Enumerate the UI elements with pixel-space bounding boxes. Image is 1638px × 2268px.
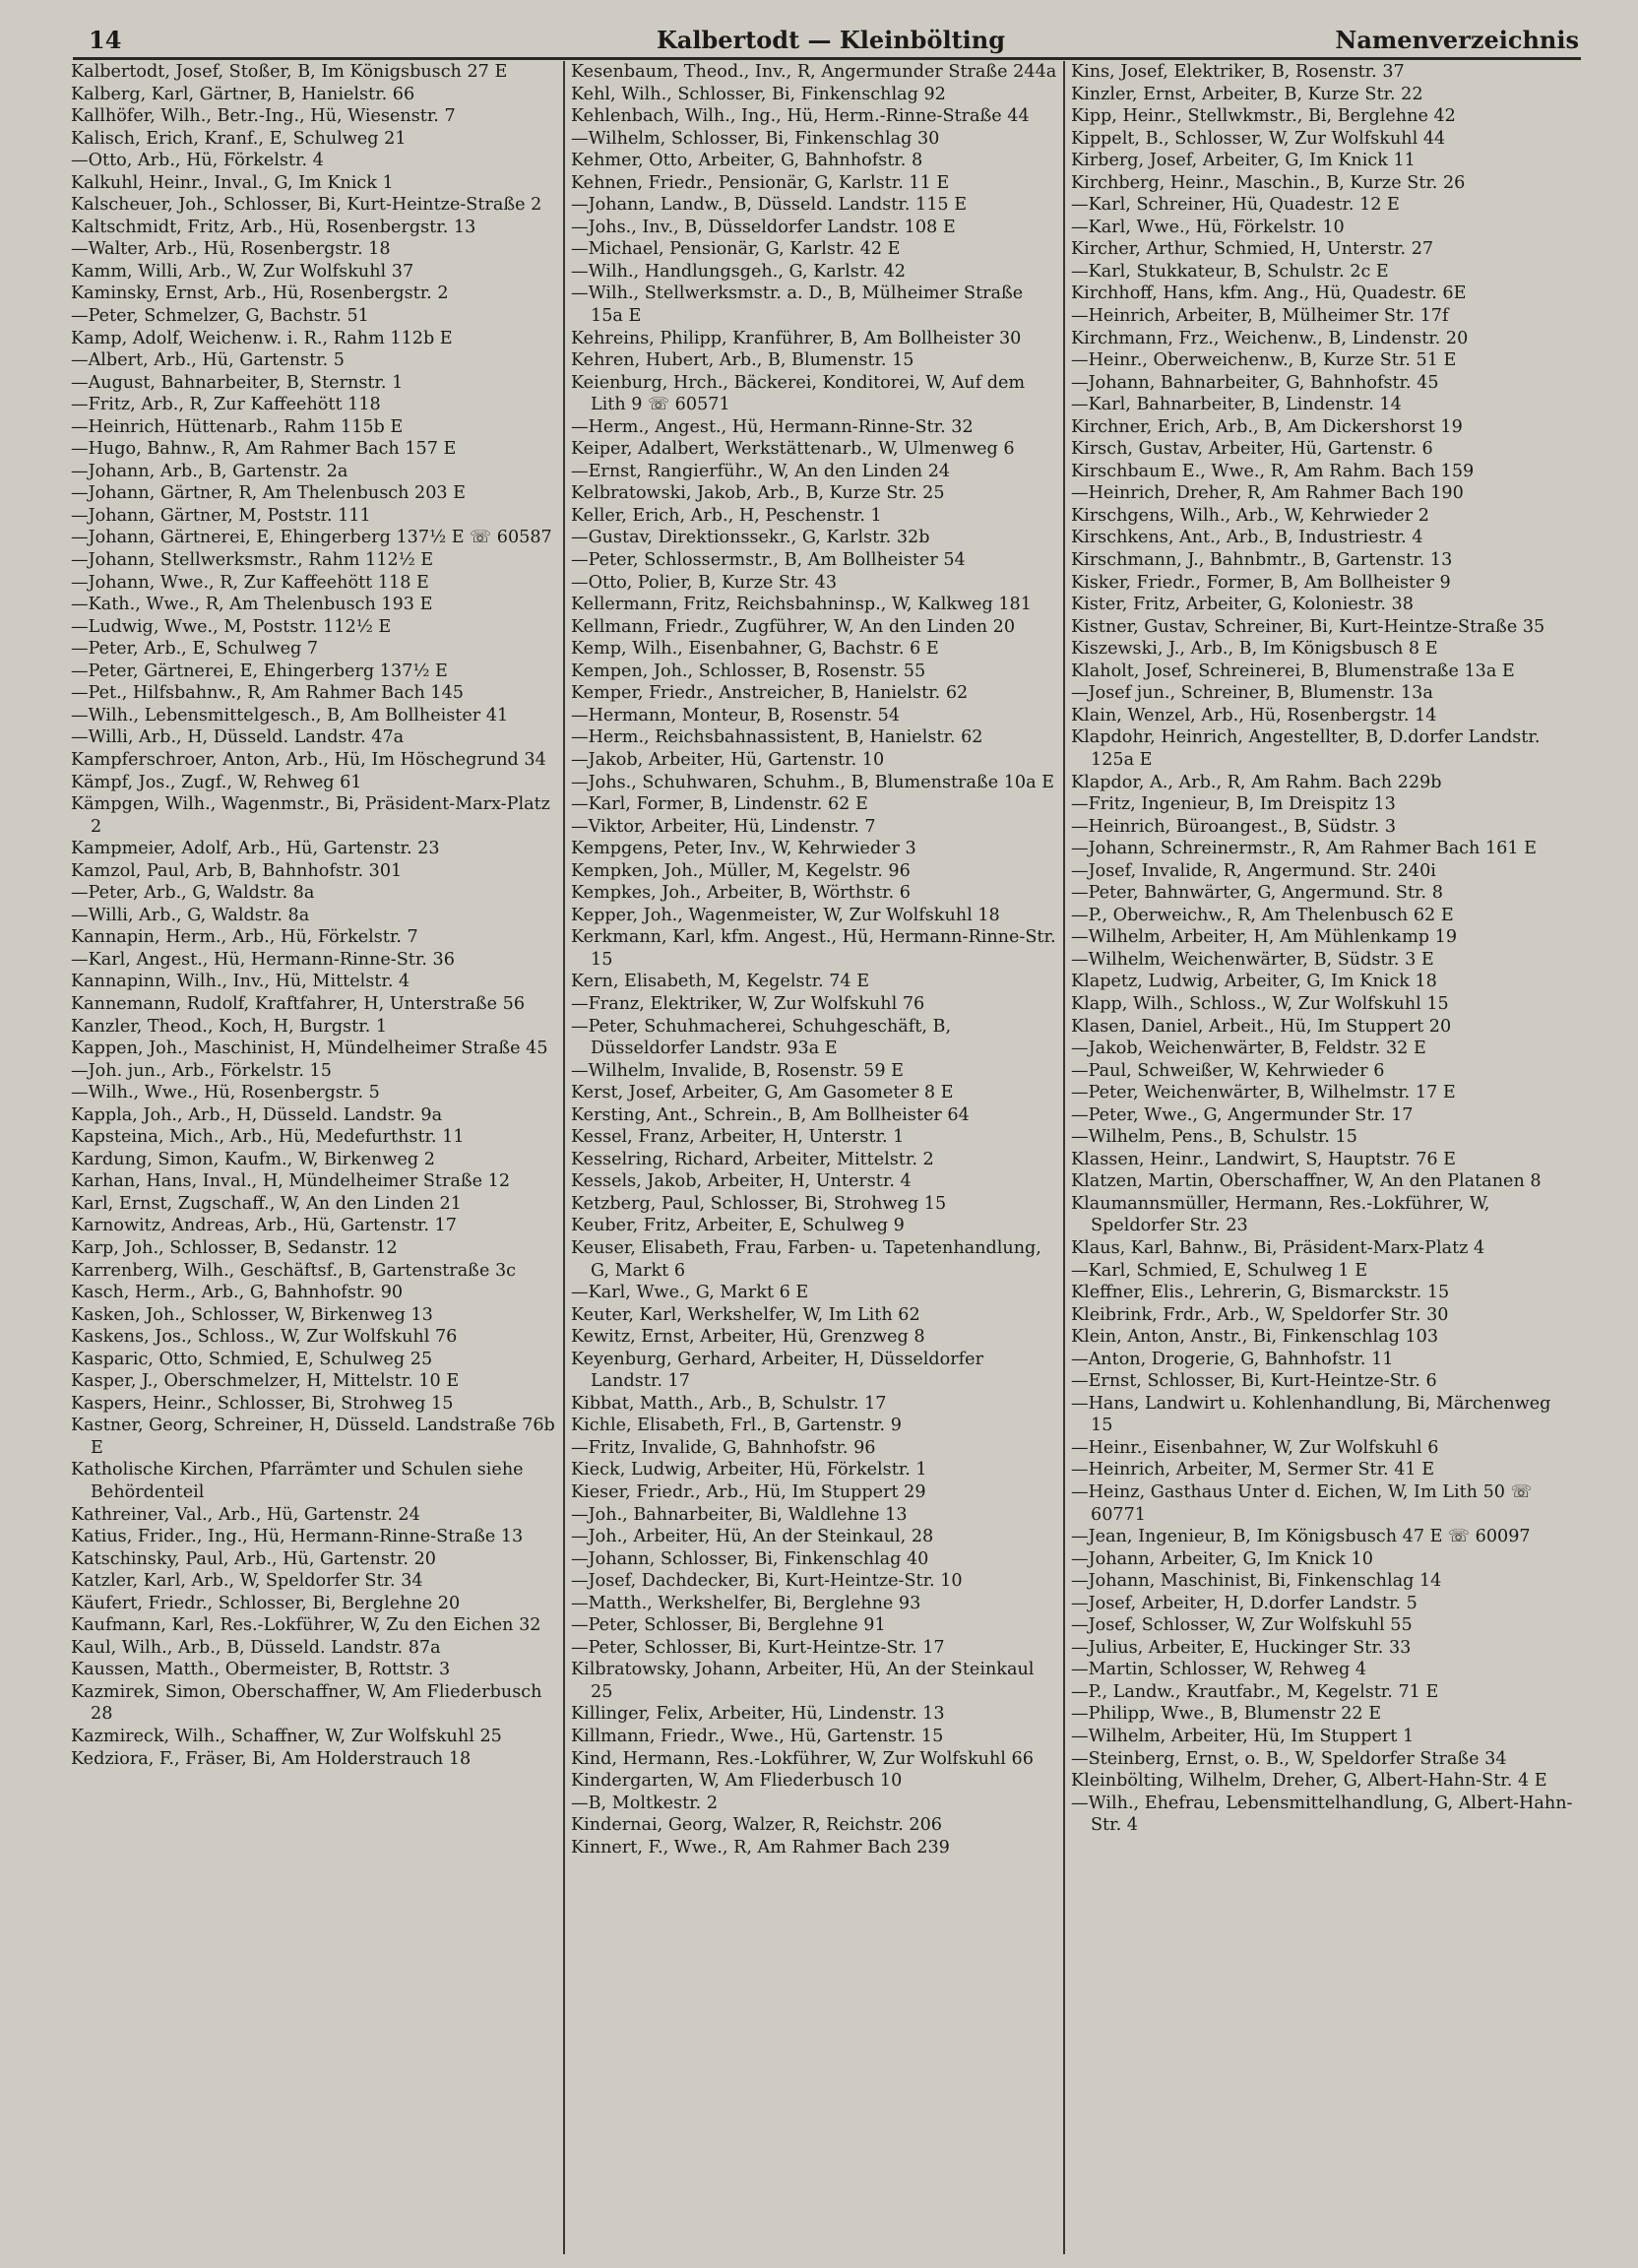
directory-entry: Kamzol, Paul, Arb, B, Bahnhofstr. 301 bbox=[71, 860, 403, 881]
directory-entry: Kistner, Gustav, Schreiner, Bi, Kurt-Heintze-Straße 35 bbox=[1071, 616, 1545, 637]
directory-entry: —Wilhelm, Arbeiter, Hü, Im Stuppert 1 bbox=[1071, 1727, 1415, 1747]
directory-entry: —Matth., Werkshelfer, Bi, Berglehne 93 bbox=[571, 1593, 921, 1613]
directory-entry: —Josef, Schlosser, W, Zur Wolfskuhl 55 bbox=[1071, 1615, 1413, 1636]
directory-entry: —Johann, Bahnarbeiter, G, Bahnhofstr. 45 bbox=[1071, 372, 1439, 393]
directory-entry: Kanzler, Theod., Koch, H, Burgstr. 1 bbox=[71, 1016, 388, 1037]
directory-entry: —Josef, Dachdecker, Bi, Kurt-Heintze-Str. 10 bbox=[571, 1571, 963, 1592]
directory-entry: Käufert, Friedr., Schlosser, Bi, Berglehne 20 bbox=[71, 1593, 461, 1613]
directory-entry: —Hans, Landwirt u. Kohlenhandlung, Bi, Märchenweg 15 bbox=[1071, 1393, 1551, 1436]
directory-entry: —Karl, Schreiner, Hü, Quadestr. 12 E bbox=[1071, 195, 1400, 216]
directory-entry: Kazmirek, Simon, Oberschaffner, W, Am Fliederbusch 28 bbox=[71, 1681, 542, 1725]
directory-entry: Kellermann, Fritz, Reichsbahninsp., W, Kalkweg 181 bbox=[571, 595, 1032, 615]
directory-entry: —Herm., Angest., Hü, Hermann-Rinne-Str. 32 bbox=[571, 416, 974, 437]
directory-entry: —Peter, Bahnwärter, G, Angermund. Str. 8 bbox=[1071, 883, 1443, 904]
directory-entry: Kempken, Joh., Müller, M, Kegelstr. 96 bbox=[571, 860, 911, 881]
directory-entry: Kedziora, F., Fräser, Bi, Am Holderstrauch 18 bbox=[71, 1748, 472, 1769]
directory-entry: Kind, Hermann, Res.-Lokführer, W, Zur Wolfskuhl 66 bbox=[571, 1748, 1034, 1769]
directory-entry: —Peter, Arb., E, Schulweg 7 bbox=[71, 639, 319, 660]
directory-entry: —Josef, Invalide, R, Angermund. Str. 240i bbox=[1071, 860, 1436, 881]
directory-entry: —Wilhelm, Invalide, B, Rosenstr. 59 E bbox=[571, 1060, 904, 1081]
directory-entry: Kardung, Simon, Kaufm., W, Birkenweg 2 bbox=[71, 1149, 435, 1169]
directory-entry: Kalscheuer, Joh., Schlosser, Bi, Kurt-Heintze-Straße 2 bbox=[71, 195, 542, 216]
directory-entry: —Willi, Arb., G, Waldstr. 8a bbox=[71, 905, 310, 925]
directory-entry: Katschinsky, Paul, Arb., Hü, Gartenstr. 20 bbox=[71, 1548, 436, 1569]
directory-entry: Keuber, Fritz, Arbeiter, E, Schulweg 9 bbox=[571, 1216, 905, 1236]
directory-entry: —Michael, Pensionär, G, Karlstr. 42 E bbox=[571, 239, 901, 260]
directory-entry: —Martin, Schlosser, W, Rehweg 4 bbox=[1071, 1660, 1367, 1680]
directory-entry: Kazmireck, Wilh., Schaffner, W, Zur Wolfskuhl 25 bbox=[71, 1727, 502, 1747]
directory-entry: —Wilhelm, Pens., B, Schulstr. 15 bbox=[1071, 1127, 1357, 1148]
directory-entry: —Johann, Stellwerksmstr., Rahm 112½ E bbox=[71, 550, 434, 571]
directory-entry: Kleibrink, Frdr., Arb., W, Speldorfer Str. 30 bbox=[1071, 1304, 1449, 1325]
directory-entry: Kessel, Franz, Arbeiter, H, Unterstr. 1 bbox=[571, 1127, 905, 1148]
directory-entry: —Peter, Schlosser, Bi, Kurt-Heintze-Str. 17 bbox=[571, 1637, 945, 1658]
directory-entry: Kern, Elisabeth, M, Kegelstr. 74 E bbox=[571, 972, 870, 992]
directory-entry: Kaltschmidt, Fritz, Arb., Hü, Rosenbergstr. 13 bbox=[71, 217, 476, 237]
directory-entry: Kirchmann, Frz., Weichenw., B, Lindenstr. 20 bbox=[1071, 328, 1469, 348]
directory-entry: —Heinr., Oberweichenw., B, Kurze Str. 51 E bbox=[1071, 350, 1457, 371]
directory-entry: Keienburg, Hrch., Bäckerei, Konditorei, W, Auf dem Lith 9 ☏ 60571 bbox=[571, 372, 1026, 415]
directory-entry: Kaussen, Matth., Obermeister, B, Rottstr. 3 bbox=[71, 1660, 451, 1680]
directory-entry: Kannapin, Herm., Arb., Hü, Förkelstr. 7 bbox=[71, 927, 418, 948]
directory-entry: —Heinrich, Hüttenarb., Rahm 115b E bbox=[71, 416, 404, 437]
directory-entry: —Joh. jun., Arb., Förkelstr. 15 bbox=[71, 1060, 332, 1081]
directory-entry: Kasken, Joh., Schlosser, W, Birkenweg 13 bbox=[71, 1304, 433, 1325]
directory-entry: Klaus, Karl, Bahnw., Bi, Präsident-Marx-Platz 4 bbox=[1071, 1237, 1485, 1258]
directory-entry: —Johann, Schreinermstr., R, Am Rahmer Bach 161 E bbox=[1071, 839, 1537, 859]
directory-entry: Kannemann, Rudolf, Kraftfahrer, H, Unterstraße 56 bbox=[71, 993, 526, 1014]
directory-entry: Kempgens, Peter, Inv., W, Kehrwieder 3 bbox=[571, 839, 916, 859]
directory-entry: Kasch, Herm., Arb., G, Bahnhofstr. 90 bbox=[71, 1283, 404, 1303]
directory-entry: —Johs., Schuhwaren, Schuhm., B, Blumenstraße 10a E bbox=[571, 772, 1055, 792]
page-number: 14 bbox=[89, 26, 122, 54]
directory-entry: —Karl, Stukkateur, B, Schulstr. 2c E bbox=[1071, 261, 1389, 282]
directory-entry: Kaufmann, Karl, Res.-Lokführer, W, Zu den Eichen 32 bbox=[71, 1615, 541, 1636]
directory-entry: —Karl, Schmied, E, Schulweg 1 E bbox=[1071, 1260, 1368, 1281]
directory-entry: —Ernst, Rangierführ., W, An den Linden 24 bbox=[571, 461, 951, 481]
directory-entry: —Johann, Wwe., R, Zur Kaffeehött 118 E bbox=[71, 572, 429, 593]
directory-entry: —Peter, Schlossermstr., B, Am Bollheister 54 bbox=[571, 550, 966, 571]
directory-entry: Kessels, Jakob, Arbeiter, H, Unterstr. 4 bbox=[571, 1171, 912, 1192]
directory-entry: Kinzler, Ernst, Arbeiter, B, Kurze Str. 22 bbox=[1071, 84, 1423, 104]
directory-entry: —Josef jun., Schreiner, B, Blumenstr. 13a bbox=[1071, 683, 1433, 704]
directory-entry: —Kath., Wwe., R, Am Thelenbusch 193 E bbox=[71, 595, 433, 615]
directory-entry: —Wilhelm, Arbeiter, H, Am Mühlenkamp 19 bbox=[1071, 927, 1458, 948]
directory-entry: Kieck, Ludwig, Arbeiter, Hü, Förkelstr. 1 bbox=[571, 1460, 927, 1480]
directory-entry: —Karl, Wwe., G, Markt 6 E bbox=[571, 1283, 809, 1303]
directory-entry: Killmann, Friedr., Wwe., Hü, Gartenstr. 15 bbox=[571, 1727, 944, 1747]
directory-entry: —Peter, Schmelzer, G, Bachstr. 51 bbox=[71, 306, 369, 327]
directory-entry: Kampferschroer, Anton, Arb., Hü, Im Höschegrund 34 bbox=[71, 749, 546, 770]
directory-entry: Kalkuhl, Heinr., Inval., G, Im Knick 1 bbox=[71, 172, 394, 193]
directory-entry: —B, Moltkestr. 2 bbox=[571, 1793, 719, 1813]
directory-entry: —Albert, Arb., Hü, Gartenstr. 5 bbox=[71, 350, 346, 371]
column-3 bbox=[1071, 61, 1573, 2254]
directory-entry: —Steinberg, Ernst, o. B., W, Speldorfer Straße 34 bbox=[1071, 1748, 1507, 1769]
column-2 bbox=[571, 61, 1058, 2254]
directory-entry: —Wilh., Ehefrau, Lebensmittelhandlung, G, Albert-Hahn-Str. 4 bbox=[1071, 1793, 1573, 1836]
directory-entry: Keller, Erich, Arb., H, Peschenstr. 1 bbox=[571, 505, 882, 526]
directory-entry: Keyenburg, Gerhard, Arbeiter, H, Düsseldorfer Landstr. 17 bbox=[571, 1349, 983, 1392]
directory-entry: Kalbertodt, Josef, Stoßer, B, Im Königsbusch 27 E bbox=[71, 62, 508, 82]
column-divider-2 bbox=[1063, 61, 1065, 2254]
directory-entry: —Paul, Schweißer, W, Kehrwieder 6 bbox=[1071, 1060, 1385, 1081]
directory-entry: —Karl, Angest., Hü, Hermann-Rinne-Str. 36 bbox=[71, 949, 455, 970]
directory-entry: Kamm, Willi, Arb., W, Zur Wolfskuhl 37 bbox=[71, 261, 414, 282]
directory-entry: Kibbat, Matth., Arb., B, Schulstr. 17 bbox=[571, 1393, 887, 1414]
directory-entry: —Josef, Arbeiter, H, D.dorfer Landstr. 5 bbox=[1071, 1593, 1418, 1613]
directory-entry: Kapsteina, Mich., Arb., Hü, Medefurthstr. 11 bbox=[71, 1127, 465, 1148]
directory-entry: —Viktor, Arbeiter, Hü, Lindenstr. 7 bbox=[571, 816, 876, 837]
directory-entry: —Jakob, Weichenwärter, B, Feldstr. 32 E bbox=[1071, 1039, 1426, 1059]
directory-entry: —Herm., Reichsbahnassistent, B, Hanielstr. 62 bbox=[571, 727, 983, 748]
directory-entry: Karp, Joh., Schlosser, B, Sedanstr. 12 bbox=[71, 1237, 398, 1258]
directory-entry: —Johann, Gärtner, M, Poststr. 111 bbox=[71, 505, 371, 526]
directory-entry: Kaskens, Jos., Schloss., W, Zur Wolfskuhl 76 bbox=[71, 1327, 458, 1348]
directory-entry: Katius, Frider., Ing., Hü, Hermann-Rinne-Straße 13 bbox=[71, 1527, 524, 1547]
directory-entry: —Willi, Arb., H, Düsseld. Landstr. 47a bbox=[71, 727, 405, 748]
directory-entry: —Johann, Landw., B, Düsseld. Landstr. 115 E bbox=[571, 195, 968, 216]
directory-entry: Klaumannsmüller, Hermann, Res.-Lokführer, W, Speldorfer Str. 23 bbox=[1071, 1193, 1490, 1236]
directory-entry: Kleinbölting, Wilhelm, Dreher, G, Albert-Hahn-Str. 4 E bbox=[1071, 1771, 1547, 1792]
directory-entry: —Johs., Inv., B, Düsseldorfer Landstr. 108 E bbox=[571, 217, 956, 237]
directory-entry: —Wilhelm, Schlosser, Bi, Finkenschlag 30 bbox=[571, 128, 940, 149]
directory-entry: —Fritz, Invalide, G, Bahnhofstr. 96 bbox=[571, 1437, 876, 1458]
header-rule bbox=[73, 57, 1581, 60]
page-title: Kalbertodt — Kleinbölting bbox=[656, 26, 1006, 54]
directory-entry: Kirchhoff, Hans, kfm. Ang., Hü, Quadestr. 6E bbox=[1071, 284, 1467, 304]
directory-entry: —Pet., Hilfsbahnw., R, Am Rahmer Bach 145 bbox=[71, 683, 464, 704]
directory-entry: —Johann, Arbeiter, G, Im Knick 10 bbox=[1071, 1548, 1373, 1569]
directory-entry: Kirschkens, Ant., Arb., B, Industriestr. 4 bbox=[1071, 528, 1423, 548]
directory-entry: Kehreins, Philipp, Kranführer, B, Am Bollheister 30 bbox=[571, 328, 1022, 348]
directory-entry: Kichle, Elisabeth, Frl., B, Gartenstr. 9 bbox=[571, 1416, 902, 1436]
directory-entry: Kämpgen, Wilh., Wagenmstr., Bi, Präsident-Marx-Platz 2 bbox=[71, 794, 550, 837]
directory-entry: Kindergarten, W, Am Fliederbusch 10 bbox=[571, 1771, 903, 1792]
directory-entry: Kehlenbach, Wilh., Ing., Hü, Herm.-Rinne-Straße 44 bbox=[571, 106, 1030, 127]
directory-entry: Kalberg, Karl, Gärtner, B, Hanielstr. 66 bbox=[71, 84, 415, 104]
directory-entry: —Peter, Schuhmacherei, Schuhgeschäft, B, Düsseldorfer Landstr. 93a E bbox=[571, 1016, 952, 1059]
directory-entry: Kehl, Wilh., Schlosser, Bi, Finkenschlag 92 bbox=[571, 84, 946, 104]
directory-entry: Kaspers, Heinr., Schlosser, Bi, Strohweg 15 bbox=[71, 1393, 454, 1414]
directory-entry: Klapdor, A., Arb., R, Am Rahm. Bach 229b bbox=[1071, 772, 1442, 792]
directory-entry: —Hugo, Bahnw., R, Am Rahmer Bach 157 E bbox=[71, 439, 457, 460]
directory-entry: —Fritz, Arb., R, Zur Kaffeehött 118 bbox=[71, 395, 381, 415]
directory-entry: —Wilhelm, Weichenwärter, B, Südstr. 3 E bbox=[1071, 949, 1434, 970]
directory-entry: Klasen, Daniel, Arbeit., Hü, Im Stuppert 20 bbox=[1071, 1016, 1452, 1037]
directory-entry: Katzler, Karl, Arb., W, Speldorfer Str. 34 bbox=[71, 1571, 423, 1592]
directory-entry: —Heinr., Eisenbahner, W, Zur Wolfskuhl 6 bbox=[1071, 1437, 1439, 1458]
directory-entry: Kehmer, Otto, Arbeiter, G, Bahnhofstr. 8 bbox=[571, 151, 923, 171]
directory-entry: Kirschbaum E., Wwe., R, Am Rahm. Bach 159 bbox=[1071, 461, 1475, 481]
directory-entry: Kappen, Joh., Maschinist, H, Mündelheimer Straße 45 bbox=[71, 1039, 548, 1059]
directory-entry: —Heinz, Gasthaus Unter d. Eichen, W, Im Lith 50 ☏ 60771 bbox=[1071, 1482, 1533, 1525]
directory-entry: —Johann, Maschinist, Bi, Finkenschlag 14 bbox=[1071, 1571, 1442, 1592]
directory-entry: Klein, Anton, Anstr., Bi, Finkenschlag 103 bbox=[1071, 1327, 1439, 1348]
directory-entry: Kisker, Friedr., Former, B, Am Bollheister 9 bbox=[1071, 572, 1451, 593]
directory-entry: Ketzberg, Paul, Schlosser, Bi, Strohweg 15 bbox=[571, 1193, 947, 1214]
directory-entry: Kepper, Joh., Wagenmeister, W, Zur Wolfskuhl 18 bbox=[571, 905, 1000, 925]
directory-entry: Kersting, Ant., Schrein., B, Am Bollheister 64 bbox=[571, 1104, 970, 1125]
directory-entry: Kemper, Friedr., Anstreicher, B, Hanielstr. 62 bbox=[571, 683, 969, 704]
directory-entry: Kamp, Adolf, Weichenw. i. R., Rahm 112b E bbox=[71, 328, 453, 348]
directory-entry: Kappla, Joh., Arb., H, Düsseld. Landstr. 9a bbox=[71, 1104, 443, 1125]
directory-entry: —Peter, Weichenwärter, B, Wilhelmstr. 17 E bbox=[1071, 1083, 1456, 1103]
directory-entry: —Jakob, Arbeiter, Hü, Gartenstr. 10 bbox=[571, 749, 885, 770]
directory-entry: Kleffner, Elis., Lehrerin, G, Bismarckstr. 15 bbox=[1071, 1283, 1450, 1303]
directory-entry: —Heinrich, Dreher, R, Am Rahmer Bach 190 bbox=[1071, 483, 1464, 504]
directory-entry: —Wilh., Stellwerksmstr. a. D., B, Mülheimer Straße 15a E bbox=[571, 284, 1024, 327]
directory-entry: —Anton, Drogerie, G, Bahnhofstr. 11 bbox=[1071, 1349, 1394, 1369]
directory-entry: Kemp, Wilh., Eisenbahner, G, Bachstr. 6 E bbox=[571, 639, 939, 660]
directory-entry: —Karl, Bahnarbeiter, B, Lindenstr. 14 bbox=[1071, 395, 1402, 415]
column-divider-1 bbox=[563, 61, 565, 2254]
directory-entry: Klapdohr, Heinrich, Angestellter, B, D.dorfer Landstr. 125a E bbox=[1071, 727, 1541, 770]
directory-entry: Kircher, Arthur, Schmied, H, Unterstr. 27 bbox=[1071, 239, 1434, 260]
directory-entry: Kannapinn, Wilh., Inv., Hü, Mittelstr. 4 bbox=[71, 972, 410, 992]
directory-entry: Kirschgens, Wilh., Arb., W, Kehrwieder 2 bbox=[1071, 505, 1429, 526]
directory-entry: Kampmeier, Adolf, Arb., Hü, Gartenstr. 23 bbox=[71, 839, 440, 859]
directory-entry: —Joh., Arbeiter, Hü, An der Steinkaul, 28 bbox=[571, 1527, 934, 1547]
section-title: Namenverzeichnis bbox=[1335, 26, 1579, 54]
directory-entry: —Peter, Wwe., G, Angermunder Str. 17 bbox=[1071, 1104, 1414, 1125]
directory-entry: Klain, Wenzel, Arb., Hü, Rosenbergstr. 14 bbox=[1071, 705, 1437, 725]
directory-entry: Kasper, J., Oberschmelzer, H, Mittelstr. 10 E bbox=[71, 1371, 460, 1392]
directory-entry: —Otto, Arb., Hü, Förkelstr. 4 bbox=[71, 151, 324, 171]
directory-entry: —Heinrich, Arbeiter, B, Mülheimer Str. 17f bbox=[1071, 306, 1449, 327]
directory-entry: —Johann, Arb., B, Gartenstr. 2a bbox=[71, 461, 348, 481]
directory-entry: Kirchner, Erich, Arb., B, Am Dickershorst 19 bbox=[1071, 416, 1463, 437]
directory-entry: Kirschmann, J., Bahnbmtr., B, Gartenstr. 13 bbox=[1071, 550, 1453, 571]
directory-entry: Kirchberg, Heinr., Maschin., B, Kurze Str. 26 bbox=[1071, 172, 1466, 193]
directory-entry: —Franz, Elektriker, W, Zur Wolfskuhl 76 bbox=[571, 993, 925, 1014]
directory-entry: Kalisch, Erich, Kranf., E, Schulweg 21 bbox=[71, 128, 407, 149]
directory-entry: —Wilh., Lebensmittelgesch., B, Am Bollheister 41 bbox=[71, 705, 509, 725]
directory-entry: Kesselring, Richard, Arbeiter, Mittelstr. 2 bbox=[571, 1149, 934, 1169]
directory-entry: Killinger, Felix, Arbeiter, Hü, Lindenstr. 13 bbox=[571, 1704, 945, 1725]
directory-entry: —Karl, Wwe., Hü, Förkelstr. 10 bbox=[1071, 217, 1345, 237]
directory-entry: Kirsch, Gustav, Arbeiter, Hü, Gartenstr. 6 bbox=[1071, 439, 1433, 460]
directory-entry: Karl, Ernst, Zugschaff., W, An den Linden 21 bbox=[71, 1193, 462, 1214]
directory-entry: —P., Landw., Krautfabr., M, Kegelstr. 71 E bbox=[1071, 1681, 1439, 1702]
directory-entry: Klapp, Wilh., Schloss., W, Zur Wolfskuhl 15 bbox=[1071, 993, 1449, 1014]
directory-entry: Kaul, Wilh., Arb., B, Düsseld. Landstr. 87a bbox=[71, 1637, 441, 1658]
directory-entry: Kilbratowsky, Johann, Arbeiter, Hü, An der Steinkaul 25 bbox=[571, 1660, 1035, 1702]
directory-entry: Kister, Fritz, Arbeiter, G, Koloniestr. 38 bbox=[1071, 595, 1414, 615]
directory-entry: Kins, Josef, Elektriker, B, Rosenstr. 37 bbox=[1071, 62, 1405, 82]
directory-entry: —Julius, Arbeiter, E, Huckinger Str. 33 bbox=[1071, 1637, 1412, 1658]
directory-entry: Kewitz, Ernst, Arbeiter, Hü, Grenzweg 8 bbox=[571, 1327, 925, 1348]
directory-entry: Klaholt, Josef, Schreinerei, B, Blumenstraße 13a E bbox=[1071, 661, 1515, 681]
column-1 bbox=[71, 61, 558, 2254]
directory-entry: —Wilh., Handlungsgeh., G, Karlstr. 42 bbox=[571, 261, 906, 282]
directory-entry: Katholische Kirchen, Pfarrämter und Schulen siehe Behördenteil bbox=[71, 1460, 524, 1502]
directory-entry: Kerkmann, Karl, kfm. Angest., Hü, Hermann-Rinne-Str. 15 bbox=[571, 927, 1056, 970]
directory-entry: —Philipp, Wwe., B, Blumenstr 22 E bbox=[1071, 1704, 1382, 1725]
directory-entry: Klassen, Heinr., Landwirt, S, Hauptstr. 76 E bbox=[1071, 1149, 1457, 1169]
page-header bbox=[83, 20, 1579, 59]
directory-entry: Karnowitz, Andreas, Arb., Hü, Gartenstr. 17 bbox=[71, 1216, 457, 1236]
directory-entry: Kallhöfer, Wilh., Betr.-Ing., Hü, Wiesenstr. 7 bbox=[71, 106, 456, 127]
directory-entry: Kempen, Joh., Schlosser, B, Rosenstr. 55 bbox=[571, 661, 926, 681]
directory-entry: —Peter, Arb., G, Waldstr. 8a bbox=[71, 883, 315, 904]
directory-entry: —Wilh., Wwe., Hü, Rosenbergstr. 5 bbox=[71, 1083, 380, 1103]
directory-entry: Kiszewski, J., Arb., B, Im Königsbusch 8 E bbox=[1071, 639, 1438, 660]
directory-entry: Kämpf, Jos., Zugf., W, Rehweg 61 bbox=[71, 772, 362, 792]
directory-entry: Kirberg, Josef, Arbeiter, G, Im Knick 11 bbox=[1071, 151, 1416, 171]
directory-entry: Keuser, Elisabeth, Frau, Farben- u. Tapetenhandlung, G, Markt 6 bbox=[571, 1237, 1041, 1281]
directory-entry: Kehnen, Friedr., Pensionär, G, Karlstr. 11 E bbox=[571, 172, 950, 193]
directory-entry: Kellmann, Friedr., Zugführer, W, An den Linden 20 bbox=[571, 616, 1016, 637]
directory-entry: —Otto, Polier, B, Kurze Str. 43 bbox=[571, 572, 838, 593]
directory-entry: Kehren, Hubert, Arb., B, Blumenstr. 15 bbox=[571, 350, 914, 371]
directory-entry: —Johann, Schlosser, Bi, Finkenschlag 40 bbox=[571, 1548, 929, 1569]
directory-entry: —Karl, Former, B, Lindenstr. 62 E bbox=[571, 794, 868, 815]
directory-entry: Kasparic, Otto, Schmied, E, Schulweg 25 bbox=[71, 1349, 433, 1369]
directory-entry: Karrenberg, Wilh., Geschäftsf., B, Gartenstraße 3c bbox=[71, 1260, 516, 1281]
directory-entry: —August, Bahnarbeiter, B, Sternstr. 1 bbox=[71, 372, 404, 393]
directory-entry: —Heinrich, Büroangest., B, Südstr. 3 bbox=[1071, 816, 1397, 837]
directory-entry: —P., Oberweichw., R, Am Thelenbusch 62 E bbox=[1071, 905, 1454, 925]
directory-entry: —Jean, Ingenieur, B, Im Königsbusch 47 E ☏ 60097 bbox=[1071, 1527, 1531, 1547]
directory-entry: —Ludwig, Wwe., M, Poststr. 112½ E bbox=[71, 616, 392, 637]
directory-entry: Kippelt, B., Schlosser, W, Zur Wolfskuhl 44 bbox=[1071, 128, 1446, 149]
directory-entry: —Peter, Schlosser, Bi, Berglehne 91 bbox=[571, 1615, 886, 1636]
directory-entry: Kipp, Heinr., Stellwkmstr., Bi, Berglehne 42 bbox=[1071, 106, 1456, 127]
directory-entry: Keuter, Karl, Werkshelfer, W, Im Lith 62 bbox=[571, 1304, 920, 1325]
directory-entry: Kinnert, F., Wwe., R, Am Rahmer Bach 239 bbox=[571, 1837, 950, 1858]
directory-entry: —Ernst, Schlosser, Bi, Kurt-Heintze-Str. 6 bbox=[1071, 1371, 1437, 1392]
directory-entry: Klatzen, Martin, Oberschaffner, W, An den Platanen 8 bbox=[1071, 1171, 1542, 1192]
directory-entry: —Fritz, Ingenieur, B, Im Dreispitz 13 bbox=[1071, 794, 1396, 815]
directory-entry: Kaminsky, Ernst, Arb., Hü, Rosenbergstr. 2 bbox=[71, 284, 449, 304]
directory-entry: —Johann, Gärtner, R, Am Thelenbusch 203 E bbox=[71, 483, 467, 504]
directory-entry: Kastner, Georg, Schreiner, H, Düsseld. Landstraße 76b E bbox=[71, 1416, 555, 1458]
directory-entry: Kempkes, Joh., Arbeiter, B, Wörthstr. 6 bbox=[571, 883, 911, 904]
directory-entry: —Gustav, Direktionssekr., G, Karlstr. 32b bbox=[571, 528, 930, 548]
directory-entry: Kelbratowski, Jakob, Arb., B, Kurze Str. 25 bbox=[571, 483, 945, 504]
directory-entry: Kathreiner, Val., Arb., Hü, Gartenstr. 24 bbox=[71, 1504, 420, 1525]
directory-entry: —Joh., Bahnarbeiter, Bi, Waldlehne 13 bbox=[571, 1504, 908, 1525]
directory-entry: —Johann, Gärtnerei, E, Ehingerberg 137½ E ☏ 60587 bbox=[71, 528, 552, 548]
directory-entry: —Walter, Arb., Hü, Rosenbergstr. 18 bbox=[71, 239, 391, 260]
directory-entry: —Peter, Gärtnerei, E, Ehingerberg 137½ E bbox=[71, 661, 448, 681]
directory-entry: Kesenbaum, Theod., Inv., R, Angermunder Straße 244a bbox=[571, 62, 1057, 82]
directory-entry: Kerst, Josef, Arbeiter, G, Am Gasometer 8 E bbox=[571, 1083, 954, 1103]
directory-entry: Klapetz, Ludwig, Arbeiter, G, Im Knick 18 bbox=[1071, 972, 1437, 992]
directory-entry: Kindernai, Georg, Walzer, R, Reichstr. 206 bbox=[571, 1815, 942, 1836]
directory-entry: Keiper, Adalbert, Werkstättenarb., W, Ulmenweg 6 bbox=[571, 439, 1015, 460]
directory-entry: Kieser, Friedr., Arb., Hü, Im Stuppert 29 bbox=[571, 1482, 926, 1502]
directory-entry: Karhan, Hans, Inval., H, Mündelheimer Straße 12 bbox=[71, 1171, 511, 1192]
directory-entry: —Heinrich, Arbeiter, M, Sermer Str. 41 E bbox=[1071, 1460, 1435, 1480]
directory-entry: —Hermann, Monteur, B, Rosenstr. 54 bbox=[571, 705, 901, 725]
